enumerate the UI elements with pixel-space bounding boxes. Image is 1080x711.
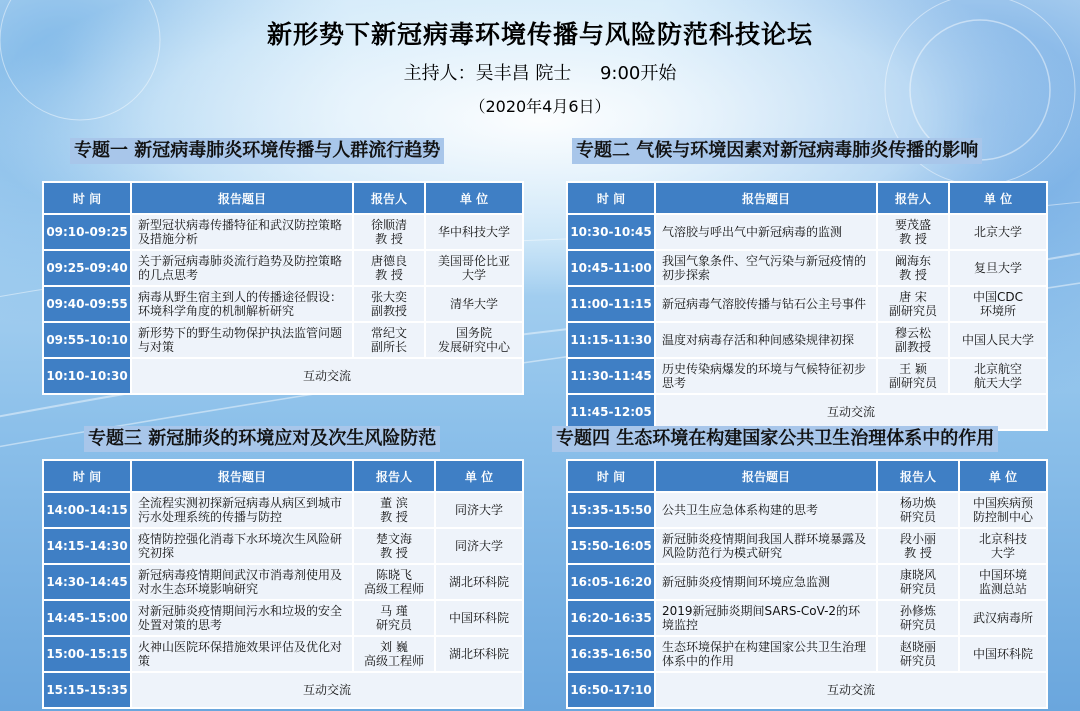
table-header-row xyxy=(567,182,1047,214)
section-title-4: 专题四 生态环境在构建国家公共卫生治理体系中的作用 xyxy=(552,426,998,452)
time-cell: 14:00-14:15 xyxy=(43,492,131,528)
topic-cell: 气溶胶与呼出气中新冠病毒的监测 xyxy=(655,214,877,250)
speaker-cell: 要茂盛 教 授 xyxy=(877,214,949,250)
table-row xyxy=(567,250,1047,286)
time-cell: 11:30-11:45 xyxy=(567,358,655,394)
closing-row xyxy=(43,672,523,708)
table-row xyxy=(567,322,1047,358)
time-cell: 15:15-15:35 xyxy=(43,672,131,708)
speaker-cell: 康晓风 研究员 xyxy=(877,564,959,600)
table-header-row xyxy=(43,460,523,492)
topic-cell: 全流程实测初探新冠病毒从病区到城市污水处理系统的传播与防控 xyxy=(131,492,353,528)
schedule-table-1 xyxy=(42,181,524,395)
unit-cell: 中国环科院 xyxy=(959,636,1047,672)
time-cell: 15:35-15:50 xyxy=(567,492,655,528)
table-row xyxy=(567,636,1047,672)
unit-cell: 湖北环科院 xyxy=(435,636,523,672)
date-line: （2020年4月6日） xyxy=(469,97,611,116)
interaction-cell: 互动交流 xyxy=(131,358,523,394)
column-header-speaker: 报告人 xyxy=(877,182,949,214)
table-row xyxy=(567,214,1047,250)
speaker-cell: 董 滨 教 授 xyxy=(353,492,435,528)
speaker-cell: 王 颖 副研究员 xyxy=(877,358,949,394)
topic-cell: 新型冠状病毒传播特征和武汉防控策略及措施分析 xyxy=(131,214,353,250)
unit-cell: 湖北环科院 xyxy=(435,564,523,600)
speaker-cell: 赵晓丽 研究员 xyxy=(877,636,959,672)
speaker-cell: 唐德良 教 授 xyxy=(353,250,425,286)
speaker-cell: 楚文海 教 授 xyxy=(353,528,435,564)
column-header-time: 时 间 xyxy=(43,182,131,214)
time-cell: 15:00-15:15 xyxy=(43,636,131,672)
topic-cell: 对新冠肺炎疫情期间污水和垃圾的安全处置对策的思考 xyxy=(131,600,353,636)
time-cell: 10:30-10:45 xyxy=(567,214,655,250)
time-cell: 10:45-11:00 xyxy=(567,250,655,286)
time-cell: 11:15-11:30 xyxy=(567,322,655,358)
page-title: 新形势下新冠病毒环境传播与风险防范科技论坛 xyxy=(266,20,813,49)
table-row xyxy=(43,492,523,528)
time-cell: 09:10-09:25 xyxy=(43,214,131,250)
speaker-cell: 马 瑾 研究员 xyxy=(353,600,435,636)
column-header-time: 时 间 xyxy=(43,460,131,492)
table-row xyxy=(567,564,1047,600)
unit-cell: 北京航空 航天大学 xyxy=(949,358,1047,394)
speaker-cell: 唐 宋 副研究员 xyxy=(877,286,949,322)
closing-row xyxy=(43,358,523,394)
table-header-row xyxy=(567,460,1047,492)
time-cell: 14:45-15:00 xyxy=(43,600,131,636)
column-header-time: 时 间 xyxy=(567,460,655,492)
column-header-unit: 单 位 xyxy=(425,182,523,214)
column-header-speaker: 报告人 xyxy=(353,182,425,214)
table-row xyxy=(43,286,523,322)
speaker-cell: 陈晓飞 高级工程师 xyxy=(353,564,435,600)
topic-cell: 温度对病毒存活和种间感染规律初探 xyxy=(655,322,877,358)
unit-cell: 中国疾病预 防控制中心 xyxy=(959,492,1047,528)
time-cell: 11:45-12:05 xyxy=(567,394,655,430)
column-header-topic: 报告题目 xyxy=(131,460,353,492)
unit-cell: 同济大学 xyxy=(435,492,523,528)
speaker-cell: 孙修炼 研究员 xyxy=(877,600,959,636)
time-cell: 11:00-11:15 xyxy=(567,286,655,322)
closing-row xyxy=(567,672,1047,708)
unit-cell: 北京大学 xyxy=(949,214,1047,250)
topic-cell: 火神山医院环保措施效果评估及优化对策 xyxy=(131,636,353,672)
topic-cell: 病毒从野生宿主到人的传播途径假设：环境科学角度的机制解析研究 xyxy=(131,286,353,322)
section-title-1: 专题一 新冠病毒肺炎环境传播与人群流行趋势 xyxy=(70,138,444,164)
table-row xyxy=(43,600,523,636)
column-header-unit: 单 位 xyxy=(435,460,523,492)
unit-cell: 复旦大学 xyxy=(949,250,1047,286)
time-cell: 15:50-16:05 xyxy=(567,528,655,564)
topic-cell: 历史传染病爆发的环境与气候特征初步思考 xyxy=(655,358,877,394)
unit-cell: 国务院 发展研究中心 xyxy=(425,322,523,358)
column-header-speaker: 报告人 xyxy=(353,460,435,492)
topic-cell: 新冠肺炎疫情期间我国人群环境暴露及风险防范行为模式研究 xyxy=(655,528,877,564)
column-header-unit: 单 位 xyxy=(949,182,1047,214)
interaction-cell: 互动交流 xyxy=(131,672,523,708)
time-cell: 09:55-10:10 xyxy=(43,322,131,358)
table-row xyxy=(43,250,523,286)
unit-cell: 北京科技 大学 xyxy=(959,528,1047,564)
time-cell: 16:50-17:10 xyxy=(567,672,655,708)
section-title-3: 专题三 新冠肺炎的环境应对及次生风险防范 xyxy=(84,426,440,452)
topic-cell: 公共卫生应急体系构建的思考 xyxy=(655,492,877,528)
topic-cell: 新冠肺炎疫情期间环境应急监测 xyxy=(655,564,877,600)
speaker-cell: 徐顺清 教 授 xyxy=(353,214,425,250)
time-cell: 14:15-14:30 xyxy=(43,528,131,564)
speaker-cell: 穆云松 副教授 xyxy=(877,322,949,358)
table-row xyxy=(567,358,1047,394)
topic-cell: 关于新冠病毒肺炎流行趋势及防控策略的几点思考 xyxy=(131,250,353,286)
table-row xyxy=(43,564,523,600)
table-row xyxy=(43,214,523,250)
unit-cell: 中国人民大学 xyxy=(949,322,1047,358)
column-header-topic: 报告题目 xyxy=(655,460,877,492)
topic-cell: 新冠病毒气溶胶传播与钻石公主号事件 xyxy=(655,286,877,322)
table-row xyxy=(43,636,523,672)
host-line: 主持人：吴丰昌 院士 9:00开始 xyxy=(403,63,677,84)
unit-cell: 华中科技大学 xyxy=(425,214,523,250)
column-header-topic: 报告题目 xyxy=(655,182,877,214)
time-cell: 14:30-14:45 xyxy=(43,564,131,600)
column-header-unit: 单 位 xyxy=(959,460,1047,492)
speaker-cell: 张大奕 副教授 xyxy=(353,286,425,322)
section-title-2: 专题二 气候与环境因素对新冠病毒肺炎传播的影响 xyxy=(572,138,982,164)
time-cell: 09:25-09:40 xyxy=(43,250,131,286)
schedule-table-3 xyxy=(42,459,524,709)
speaker-cell: 阚海东 教 授 xyxy=(877,250,949,286)
table-row xyxy=(567,492,1047,528)
table-header-row xyxy=(43,182,523,214)
interaction-cell: 互动交流 xyxy=(655,394,1047,430)
unit-cell: 美国哥伦比亚 大学 xyxy=(425,250,523,286)
table-row xyxy=(567,286,1047,322)
interaction-cell: 互动交流 xyxy=(655,672,1047,708)
time-cell: 16:20-16:35 xyxy=(567,600,655,636)
unit-cell: 武汉病毒所 xyxy=(959,600,1047,636)
page-header xyxy=(0,18,1080,120)
schedule-table-4 xyxy=(566,459,1048,709)
time-cell: 16:05-16:20 xyxy=(567,564,655,600)
topic-cell: 2019新冠肺炎期间SARS-CoV-2的环境监控 xyxy=(655,600,877,636)
topic-cell: 新形势下的野生动物保护执法监管问题与对策 xyxy=(131,322,353,358)
column-header-speaker: 报告人 xyxy=(877,460,959,492)
time-cell: 10:10-10:30 xyxy=(43,358,131,394)
table-row xyxy=(43,528,523,564)
column-header-topic: 报告题目 xyxy=(131,182,353,214)
schedule-table-2 xyxy=(566,181,1048,431)
table-row xyxy=(567,600,1047,636)
time-cell: 09:40-09:55 xyxy=(43,286,131,322)
topic-cell: 新冠病毒疫情期间武汉市消毒剂使用及对水生态环境影响研究 xyxy=(131,564,353,600)
table-row xyxy=(567,528,1047,564)
unit-cell: 中国环科院 xyxy=(435,600,523,636)
unit-cell: 清华大学 xyxy=(425,286,523,322)
topic-cell: 疫情防控强化消毒下水环境次生风险研究初探 xyxy=(131,528,353,564)
unit-cell: 中国CDC 环境所 xyxy=(949,286,1047,322)
time-cell: 16:35-16:50 xyxy=(567,636,655,672)
speaker-cell: 杨功焕 研究员 xyxy=(877,492,959,528)
unit-cell: 同济大学 xyxy=(435,528,523,564)
closing-row xyxy=(567,394,1047,430)
column-header-time: 时 间 xyxy=(567,182,655,214)
topic-cell: 我国气象条件、空气污染与新冠疫情的初步探索 xyxy=(655,250,877,286)
speaker-cell: 常纪文 副所长 xyxy=(353,322,425,358)
table-row xyxy=(43,322,523,358)
speaker-cell: 段小丽 教 授 xyxy=(877,528,959,564)
topic-cell: 生态环境保护在构建国家公共卫生治理体系中的作用 xyxy=(655,636,877,672)
unit-cell: 中国环境 监测总站 xyxy=(959,564,1047,600)
speaker-cell: 刘 巍 高级工程师 xyxy=(353,636,435,672)
